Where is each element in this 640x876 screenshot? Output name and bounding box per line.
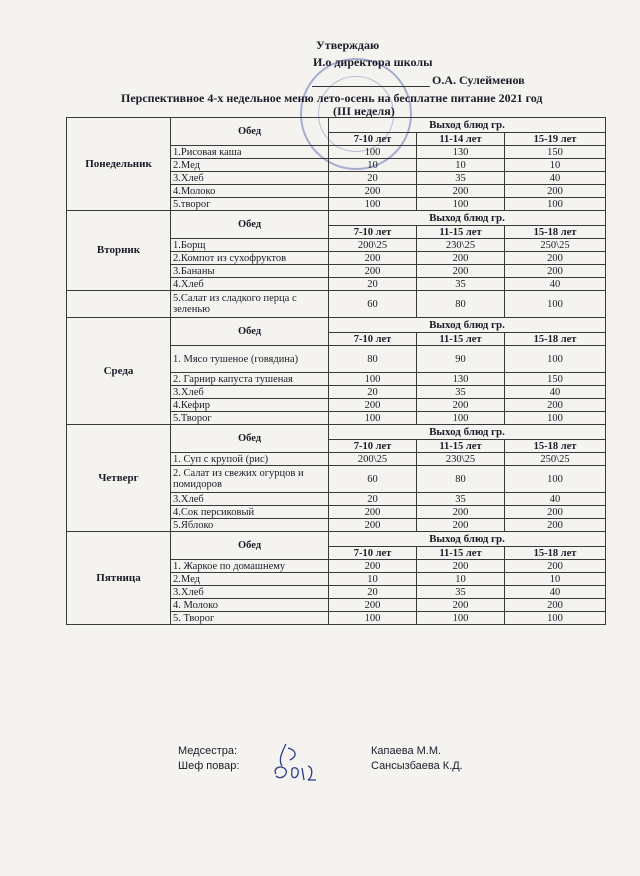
menu-item: 4.Молоко xyxy=(171,185,329,198)
portion-value: 35 xyxy=(417,493,505,506)
portion-value: 200 xyxy=(505,599,606,612)
portion-value: 200 xyxy=(329,185,417,198)
approve-label: Утверждаю xyxy=(316,38,380,52)
portion-value: 40 xyxy=(505,172,606,185)
output-header: Выход блюд гр. xyxy=(329,118,606,133)
director-name: О.А. Сулейменов xyxy=(432,73,525,87)
portion-value: 200 xyxy=(417,265,505,278)
portion-value: 40 xyxy=(505,586,606,599)
menu-item: 5.Салат из сладкого перца с зеленью xyxy=(171,291,329,318)
table-row xyxy=(67,211,606,226)
menu-item: 2.Мед xyxy=(171,573,329,586)
portion-value: 100 xyxy=(417,412,505,425)
portion-value: 35 xyxy=(417,386,505,399)
menu-item: 5.творог xyxy=(171,198,329,211)
output-header: Выход блюд гр. xyxy=(329,425,606,440)
menu-item: 3.Хлеб xyxy=(171,586,329,599)
nurse-name: Капаева М.М. xyxy=(371,745,442,757)
day-name: Понедельник xyxy=(67,118,171,211)
menu-title: Перспективное 4-х недельное меню лето-осень на бесплатне питание 2021 год xyxy=(121,91,543,105)
portion-value: 200 xyxy=(417,185,505,198)
portion-value: 200 xyxy=(329,519,417,532)
output-header: Выход блюд гр. xyxy=(329,318,606,333)
menu-item: 4.Хлеб xyxy=(171,278,329,291)
portion-value: 100 xyxy=(417,198,505,211)
menu-item: 3.Хлеб xyxy=(171,172,329,185)
nurse-role: Медсестра: xyxy=(178,745,238,757)
portion-value: 200 xyxy=(505,506,606,519)
menu-item: 3.Бананы xyxy=(171,265,329,278)
signature-line xyxy=(312,86,430,87)
menu-item: 5.Яблоко xyxy=(171,519,329,532)
age-group: 15-18 лет xyxy=(505,547,606,560)
portion-value: 200\25 xyxy=(329,239,417,252)
age-group: 11-15 лет xyxy=(417,440,505,453)
portion-value: 10 xyxy=(329,573,417,586)
portion-value: 100 xyxy=(329,412,417,425)
portion-value: 10 xyxy=(505,159,606,172)
menu-item: 2.Мед xyxy=(171,159,329,172)
portion-value: 150 xyxy=(505,373,606,386)
portion-value: 40 xyxy=(505,278,606,291)
age-group: 7-10 лет xyxy=(329,333,417,346)
menu-item: 4.Кефир xyxy=(171,399,329,412)
portion-value: 200 xyxy=(505,185,606,198)
menu-item: 5.Творог xyxy=(171,412,329,425)
table-row xyxy=(67,318,606,333)
menu-item: 5. Творог xyxy=(171,612,329,625)
age-group: 15-19 лет xyxy=(505,133,606,146)
portion-value: 200 xyxy=(329,399,417,412)
obed-header: Обед xyxy=(171,532,329,560)
portion-value: 200 xyxy=(329,506,417,519)
portion-value: 20 xyxy=(329,586,417,599)
menu-item: 1.Борщ xyxy=(171,239,329,252)
portion-value: 100 xyxy=(329,198,417,211)
age-group: 11-15 лет xyxy=(417,547,505,560)
portion-value: 200 xyxy=(417,252,505,265)
obed-header: Обед xyxy=(171,318,329,346)
age-group: 11-15 лет xyxy=(417,333,505,346)
menu-item: 2.Компот из сухофруктов xyxy=(171,252,329,265)
portion-value: 230\25 xyxy=(417,453,505,466)
portion-value: 200 xyxy=(505,560,606,573)
portion-value: 130 xyxy=(417,373,505,386)
handwritten-signature xyxy=(268,738,338,786)
age-group: 15-18 лет xyxy=(505,333,606,346)
age-group: 7-10 лет xyxy=(329,440,417,453)
menu-item: 3.Хлеб xyxy=(171,386,329,399)
day-name: Четверг xyxy=(67,425,171,532)
age-group: 7-10 лет xyxy=(329,226,417,239)
day-name: Пятница xyxy=(67,532,171,625)
portion-value: 80 xyxy=(329,346,417,373)
portion-value: 150 xyxy=(505,146,606,159)
menu-item: 4. Молоко xyxy=(171,599,329,612)
obed-header: Обед xyxy=(171,211,329,239)
portion-value: 100 xyxy=(329,146,417,159)
menu-item: 4.Сок персиковый xyxy=(171,506,329,519)
portion-value: 100 xyxy=(505,291,606,318)
portion-value: 200 xyxy=(417,506,505,519)
menu-item: 1. Мясо тушеное (говядина) xyxy=(171,346,329,373)
age-group: 15-18 лет xyxy=(505,440,606,453)
portion-value: 35 xyxy=(417,172,505,185)
chef-name: Сансызбаева К.Д. xyxy=(371,760,463,772)
menu-item: 1.Рисовая каша xyxy=(171,146,329,159)
portion-value: 100 xyxy=(505,412,606,425)
portion-value: 200 xyxy=(417,519,505,532)
portion-value: 100 xyxy=(505,466,606,493)
portion-value: 100 xyxy=(505,198,606,211)
portion-value: 200 xyxy=(329,560,417,573)
day-name: Среда xyxy=(67,318,171,425)
portion-value: 100 xyxy=(329,612,417,625)
portion-value: 200 xyxy=(417,599,505,612)
portion-value: 200 xyxy=(505,519,606,532)
menu-item: 1. Суп с крупой (рис) xyxy=(171,453,329,466)
portion-value: 200\25 xyxy=(329,453,417,466)
portion-value: 200 xyxy=(505,252,606,265)
portion-value: 40 xyxy=(505,493,606,506)
age-group: 11-15 лет xyxy=(417,226,505,239)
portion-value: 80 xyxy=(417,466,505,493)
portion-value: 20 xyxy=(329,172,417,185)
age-group: 7-10 лет xyxy=(329,133,417,146)
portion-value: 20 xyxy=(329,493,417,506)
portion-value: 60 xyxy=(329,466,417,493)
output-header: Выход блюд гр. xyxy=(329,211,606,226)
menu-item: 2. Гарнир капуста тушеная xyxy=(171,373,329,386)
portion-value: 200 xyxy=(329,265,417,278)
portion-value: 200 xyxy=(329,599,417,612)
menu-item: 1. Жаркое по домашнему xyxy=(171,560,329,573)
obed-header: Обед xyxy=(171,425,329,453)
portion-value: 200 xyxy=(505,399,606,412)
portion-value: 100 xyxy=(505,612,606,625)
portion-value: 200 xyxy=(329,252,417,265)
week-label: (III неделя) xyxy=(333,104,395,118)
portion-value: 200 xyxy=(505,265,606,278)
age-group: 11-14 лет xyxy=(417,133,505,146)
portion-value: 200 xyxy=(417,560,505,573)
portion-value: 230\25 xyxy=(417,239,505,252)
portion-value: 90 xyxy=(417,346,505,373)
portion-value: 60 xyxy=(329,291,417,318)
day-name: Вторник xyxy=(67,211,171,291)
director-label: И.о директора школы xyxy=(313,55,433,69)
menu-item: 2. Салат из свежих огурцов и помидоров xyxy=(171,466,329,493)
portion-value: 10 xyxy=(329,159,417,172)
portion-value: 100 xyxy=(505,346,606,373)
portion-value: 10 xyxy=(417,573,505,586)
table-row xyxy=(67,291,606,318)
portion-value: 10 xyxy=(417,159,505,172)
table-row xyxy=(67,118,606,133)
portion-value: 80 xyxy=(417,291,505,318)
portion-value: 250\25 xyxy=(505,239,606,252)
portion-value: 35 xyxy=(417,278,505,291)
table-row xyxy=(67,532,606,547)
chef-role: Шеф повар: xyxy=(178,760,240,772)
day-empty-cell xyxy=(67,291,171,318)
age-group: 7-10 лет xyxy=(329,547,417,560)
portion-value: 10 xyxy=(505,573,606,586)
portion-value: 20 xyxy=(329,278,417,291)
portion-value: 100 xyxy=(417,612,505,625)
portion-value: 40 xyxy=(505,386,606,399)
portion-value: 130 xyxy=(417,146,505,159)
table-row xyxy=(67,425,606,440)
age-group: 15-18 лет xyxy=(505,226,606,239)
obed-header: Обед xyxy=(171,118,329,146)
portion-value: 35 xyxy=(417,586,505,599)
menu-table xyxy=(66,117,606,625)
portion-value: 200 xyxy=(417,399,505,412)
portion-value: 100 xyxy=(329,373,417,386)
output-header: Выход блюд гр. xyxy=(329,532,606,547)
portion-value: 250\25 xyxy=(505,453,606,466)
portion-value: 20 xyxy=(329,386,417,399)
menu-item: 3.Хлеб xyxy=(171,493,329,506)
